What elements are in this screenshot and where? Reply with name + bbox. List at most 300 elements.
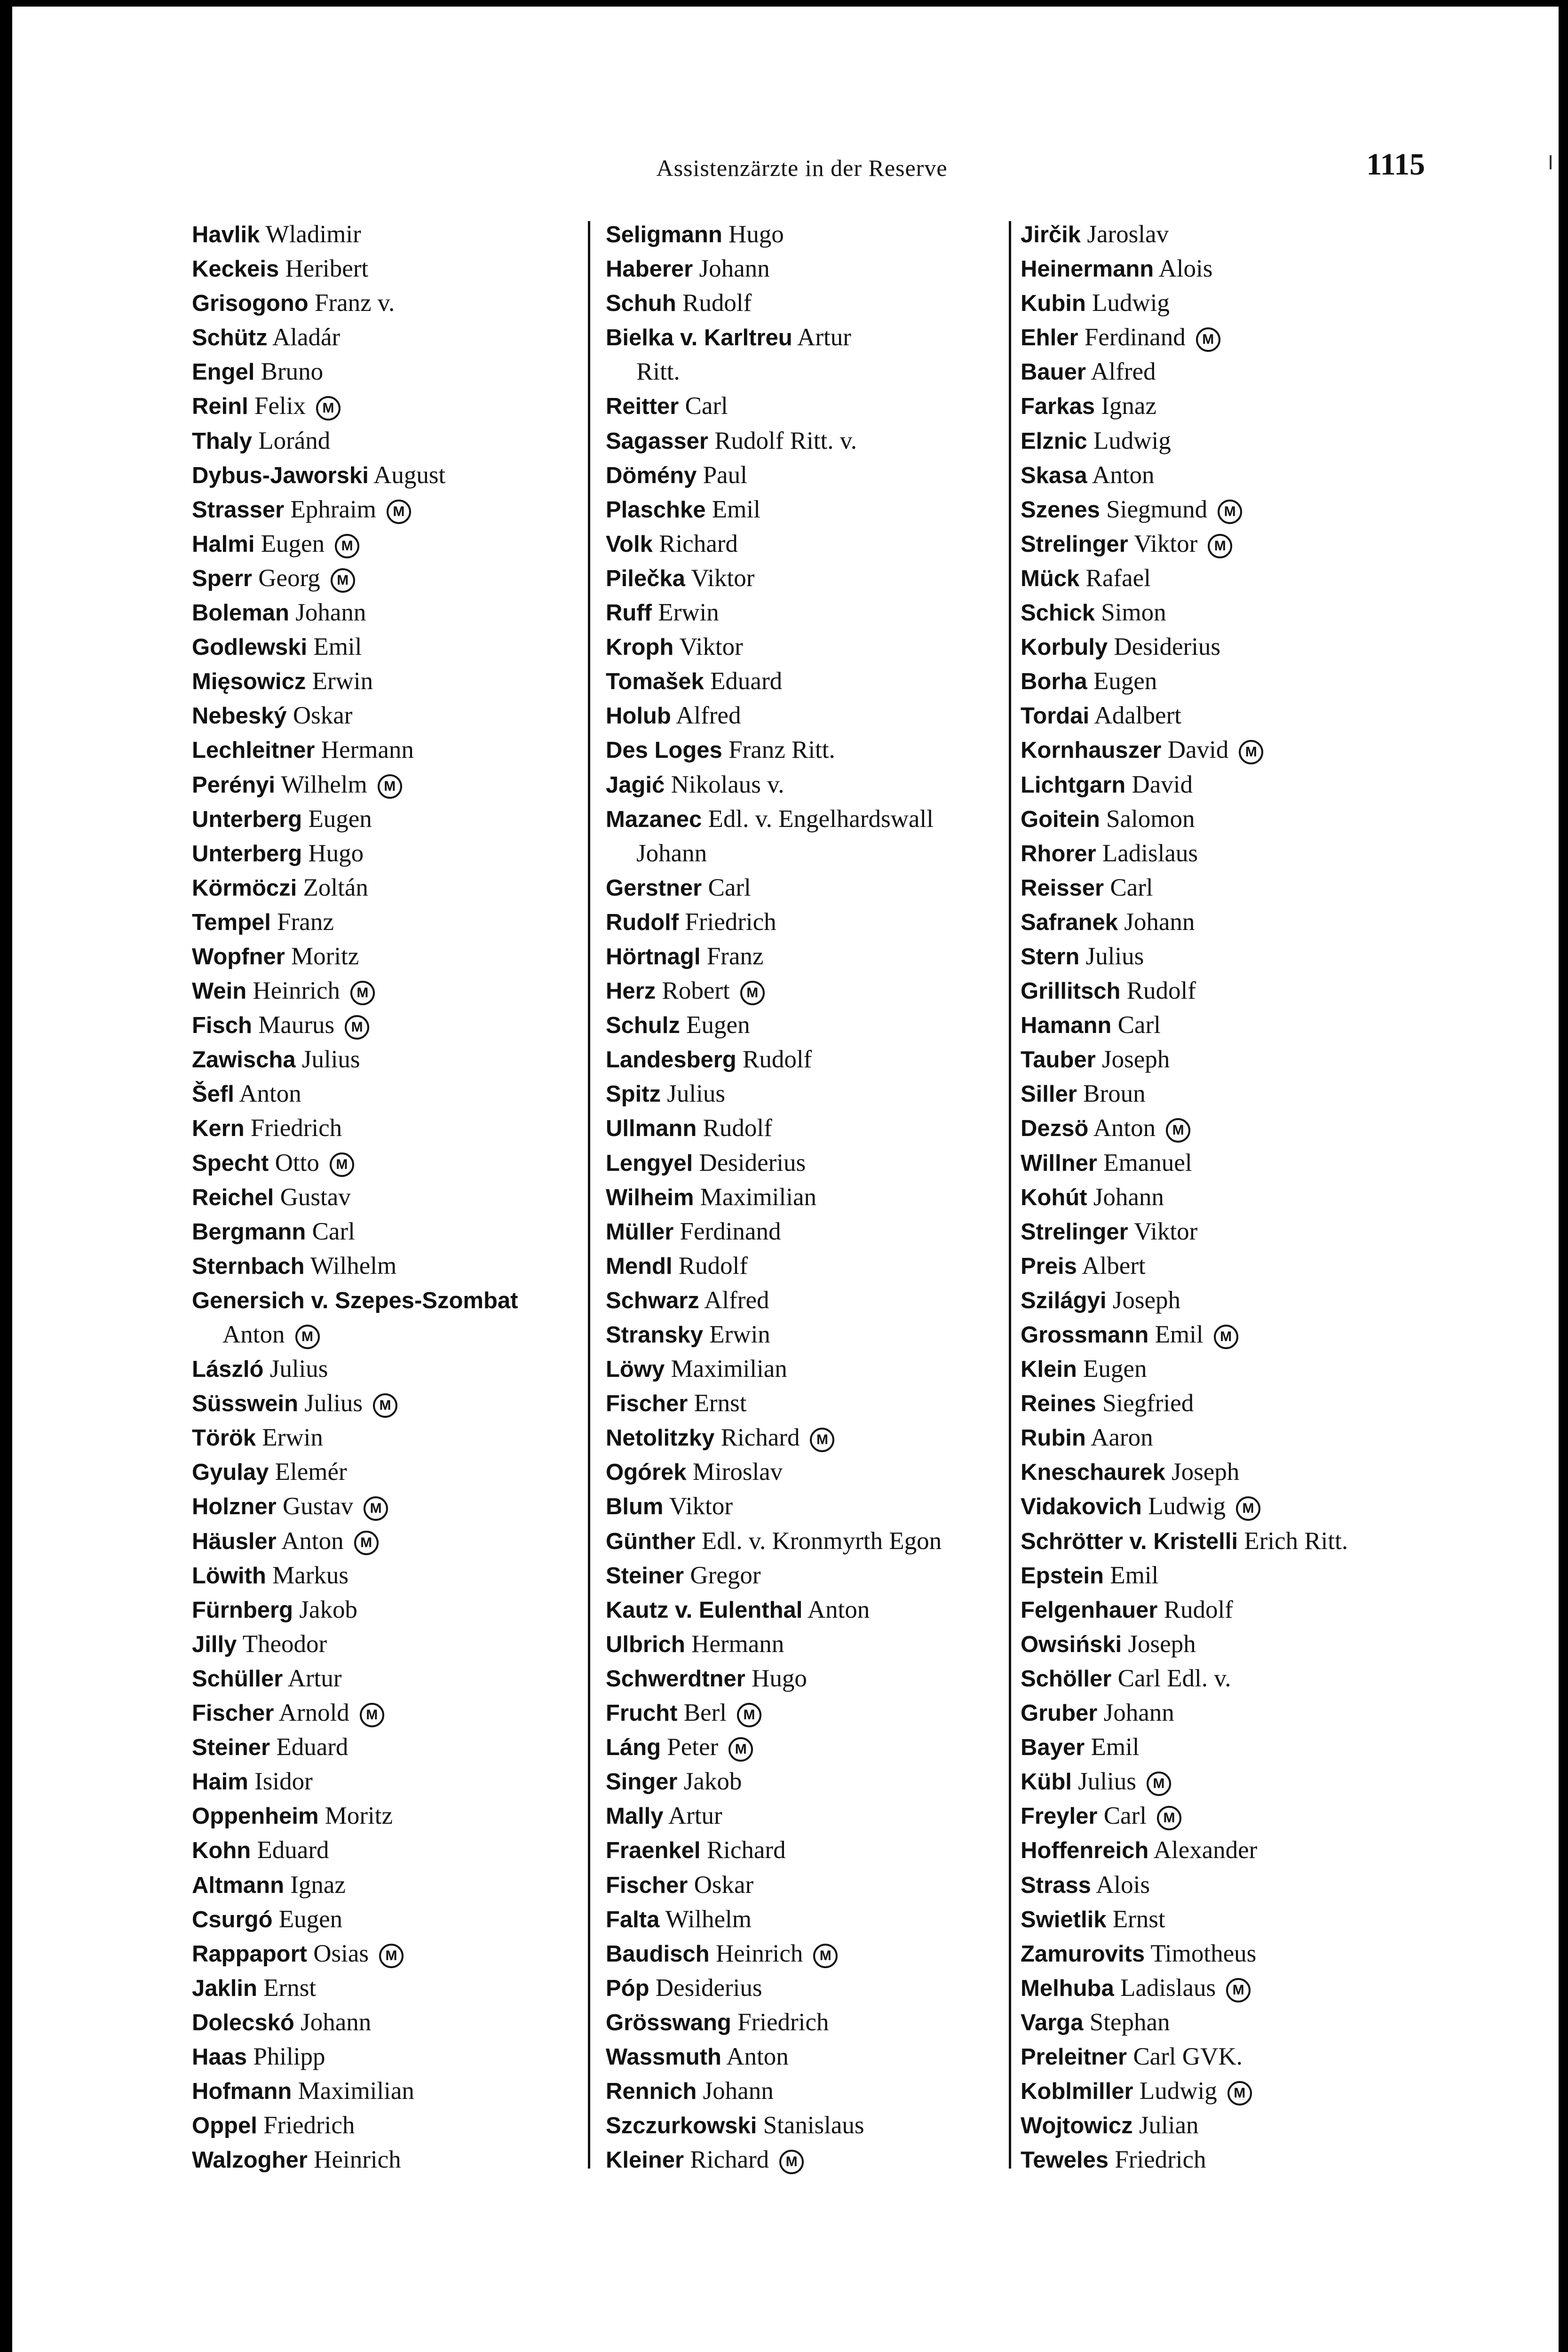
entry-given-name: Gustav [280, 1183, 351, 1211]
entry-surname: Tordai [1021, 703, 1090, 729]
entry-given-name: Desiderius [1114, 633, 1221, 661]
entry-surname: Tempel [192, 909, 271, 935]
name-entry [1021, 2143, 1561, 2177]
entry-surname: Oppenheim [192, 1804, 319, 1829]
entry-given-name: Markus [272, 1561, 349, 1589]
entry-surname: Ehler [1021, 325, 1078, 351]
entry-given-name: Ernst [694, 1390, 747, 1417]
name-entry [1021, 458, 1561, 493]
entry-given-name: Hermann [691, 1630, 784, 1658]
name-entry [606, 905, 1015, 939]
name-entry [192, 836, 578, 871]
name-entry [192, 217, 578, 252]
name-entry [1021, 1593, 1561, 1627]
entry-surname: Epstein [1021, 1563, 1104, 1589]
entry-given-name: Timotheus [1150, 1939, 1257, 1967]
entry-surname: Nebeský [192, 703, 287, 729]
entry-surname: Reinl [192, 394, 248, 420]
name-entry [606, 286, 1015, 320]
entry-given-name: Aaron [1091, 1424, 1153, 1452]
entry-given-name: Anton [726, 2042, 789, 2070]
name-entry [606, 2074, 1015, 2108]
name-entry [192, 974, 578, 1008]
name-entry [606, 802, 1015, 836]
entry-surname: Specht [192, 1150, 269, 1176]
entry-given-name: Desiderius [655, 1974, 762, 2002]
entry-given-name: Rudolf [742, 1046, 812, 1073]
entry-given-name: Broun [1083, 1080, 1146, 1108]
name-entry [1021, 1215, 1561, 1249]
entry-surname: Swietlik [1021, 1907, 1107, 1932]
entry-surname: Wopfner [192, 944, 285, 969]
entry-given-name: Artur [797, 324, 851, 351]
name-entry [606, 1146, 1015, 1180]
entry-surname: Wassmuth [606, 2044, 721, 2070]
entry-given-name: Julius [1078, 1768, 1136, 1796]
entry-given-name: Oskar [293, 702, 353, 730]
name-entry [606, 1937, 1015, 1971]
entry-surname: Boleman [192, 600, 289, 626]
entry-given-name: Moritz [291, 942, 359, 970]
circled-m-icon: M [1147, 1772, 1171, 1796]
entry-given-name: Maurus [258, 1011, 335, 1039]
name-entry [192, 664, 578, 699]
entry-surname: Halmi [192, 531, 255, 557]
name-entry [1021, 1971, 1561, 2005]
name-entry [192, 286, 578, 320]
name-entry [192, 1593, 578, 1627]
entry-surname: Siller [1021, 1081, 1077, 1107]
entry-given-name: Rudolf Ritt. v. [714, 427, 857, 454]
name-entry [192, 252, 578, 286]
entry-given-name: Johann [1103, 1699, 1174, 1727]
name-entry [606, 2005, 1015, 2040]
entry-surname: Bielka v. Karltreu [606, 325, 792, 351]
entry-surname: Fischer [606, 1872, 688, 1898]
entry-surname: Grisogono [192, 291, 309, 317]
entry-given-name: Adalbert [1094, 702, 1181, 730]
name-entry [192, 768, 578, 802]
entry-surname: Reichel [192, 1184, 274, 1210]
name-entry [606, 217, 1015, 252]
entry-surname: Szenes [1021, 497, 1100, 523]
name-entry [606, 252, 1015, 286]
entry-surname: Láng [606, 1735, 661, 1761]
entry-surname: Szilágyi [1021, 1287, 1107, 1313]
page-number: 1115 [1366, 147, 1425, 182]
entry-given-name: Richard [659, 530, 738, 557]
running-header: Assistenzärzte in der Reserve [656, 155, 948, 181]
name-entry [606, 1386, 1015, 1421]
entry-given-name: Isidor [254, 1768, 313, 1796]
entry-given-name: Joseph [1128, 1630, 1196, 1658]
circled-m-icon: M [354, 1531, 379, 1555]
name-entry [192, 905, 578, 939]
entry-given-name: Ferdinand [1084, 324, 1186, 351]
circled-m-icon: M [1196, 327, 1220, 352]
entry-given-name: Ladislaus [1102, 839, 1198, 867]
name-column-3 [1021, 217, 1561, 2177]
name-entry [606, 1180, 1015, 1215]
entry-surname: Rappaport [192, 1941, 307, 1967]
name-entry [192, 1077, 578, 1111]
name-entry [606, 974, 1015, 1008]
circled-m-icon: M [1239, 740, 1263, 764]
name-entry [606, 1455, 1015, 1489]
entry-surname: Fraenkel [606, 1838, 701, 1864]
entry-surname: Spitz [606, 1081, 661, 1107]
entry-given-name: Carl [685, 392, 728, 420]
entry-given-name: Emanuel [1103, 1149, 1192, 1176]
entry-given-name: Edl. v. Kronmyrth Egon [701, 1527, 942, 1555]
name-entry [606, 939, 1015, 974]
entry-given-name: Anton [1093, 1114, 1156, 1142]
entry-surname: Török [192, 1425, 256, 1451]
name-entry [192, 527, 578, 561]
name-entry [192, 2108, 578, 2143]
entry-given-name: Rudolf [678, 1252, 748, 1279]
name-entry [1021, 699, 1561, 733]
name-entry [606, 1283, 1015, 1318]
entry-surname: Kohn [192, 1838, 251, 1864]
entry-surname: Kubin [1021, 291, 1086, 317]
name-entry [606, 1111, 1015, 1145]
entry-surname: Fisch [192, 1013, 252, 1039]
name-entry [606, 1971, 1015, 2005]
circled-m-icon: M [1227, 2081, 1252, 2106]
entry-given-name: Julius [1085, 942, 1144, 970]
name-entry [1021, 905, 1561, 939]
entry-given-name: Heinrich [253, 977, 340, 1005]
entry-surname: Schöller [1021, 1666, 1112, 1692]
name-entry [606, 527, 1015, 561]
entry-given-name: Rudolf [1164, 1596, 1233, 1623]
name-entry [1021, 630, 1561, 664]
entry-surname: Mally [606, 1804, 664, 1829]
name-entry [192, 320, 578, 355]
entry-given-name: Anton [222, 1321, 285, 1348]
name-entry [1021, 1008, 1561, 1042]
entry-surname: Strelinger [1021, 1219, 1128, 1245]
entry-given-name: Maximilian [298, 2077, 414, 2105]
entry-surname: Sperr [192, 565, 253, 591]
circled-m-icon: M [331, 568, 355, 593]
name-entry [192, 2074, 578, 2108]
entry-given-name: Stanislaus [763, 2112, 864, 2139]
name-entry [606, 1902, 1015, 1937]
entry-given-name: Maximilian [671, 1355, 787, 1383]
entry-surname: Stern [1021, 944, 1080, 969]
entry-surname: Rubin [1021, 1425, 1086, 1451]
entry-surname: Kübl [1021, 1769, 1072, 1795]
entry-surname: Bauer [1021, 359, 1086, 385]
entry-surname: Sternbach [192, 1253, 305, 1279]
name-entry [606, 1318, 1015, 1352]
entry-given-name: Johann [301, 2008, 372, 2036]
entry-surname: Grösswang [606, 2010, 731, 2035]
entry-surname: Kleiner [606, 2147, 684, 2173]
entry-surname: Engel [192, 359, 255, 385]
entry-given-name: Erwin [709, 1321, 770, 1348]
name-entry [1021, 1318, 1561, 1352]
name-entry [606, 1764, 1015, 1799]
name-entry [192, 1868, 578, 1902]
circled-m-icon: M [1166, 1118, 1190, 1143]
circled-m-icon: M [810, 1428, 834, 1452]
entry-given-name: Richard [721, 1424, 800, 1452]
name-entry [1021, 424, 1561, 458]
entry-given-name: Artur [668, 1802, 722, 1830]
entry-given-name: Julian [1139, 2112, 1199, 2139]
entry-given-name: Rudolf [1126, 977, 1196, 1005]
entry-surname: Perényi [192, 772, 276, 798]
entry-given-name: Miroslav [692, 1458, 783, 1486]
name-entry [606, 2143, 1015, 2177]
entry-surname: Klein [1021, 1357, 1077, 1383]
entry-surname: Ogórek [606, 1460, 687, 1486]
entry-surname: Rennich [606, 2079, 697, 2105]
entry-surname: Bergmann [192, 1219, 306, 1245]
entry-surname: Hörtnagl [606, 944, 701, 969]
entry-surname: Rhorer [1021, 841, 1096, 866]
entry-surname: Ruff [606, 600, 652, 626]
name-entry [192, 1111, 578, 1145]
entry-surname: Mazanec [606, 806, 702, 832]
entry-given-name: Bruno [261, 358, 324, 386]
name-entry [1021, 974, 1561, 1008]
entry-given-name: Anton [1092, 461, 1155, 489]
name-entry [606, 836, 1015, 871]
circled-m-icon: M [387, 500, 411, 524]
entry-surname: Strelinger [1021, 531, 1128, 557]
name-entry [192, 1902, 578, 1937]
entry-given-name: Eugen [308, 805, 372, 833]
entry-surname: Farkas [1021, 394, 1095, 420]
entry-surname: Mück [1021, 565, 1080, 591]
entry-given-name: Franz [706, 942, 764, 970]
circled-m-icon: M [1218, 500, 1242, 524]
name-entry [192, 1558, 578, 1593]
circled-m-icon: M [813, 1944, 838, 1968]
entry-surname: Lengyel [606, 1150, 693, 1176]
circled-m-icon: M [378, 774, 402, 799]
name-entry [192, 871, 578, 905]
entry-surname: Plaschke [606, 497, 706, 523]
entry-given-name: Gregor [690, 1561, 761, 1589]
entry-given-name: Viktor [1134, 530, 1198, 557]
name-entry [192, 1971, 578, 2005]
entry-given-name: Elemér [275, 1458, 347, 1486]
entry-surname: Grillitsch [1021, 978, 1121, 1004]
scan-border-left [0, 0, 12, 2352]
name-entry [606, 1008, 1015, 1042]
entry-given-name: Ignaz [290, 1871, 346, 1899]
entry-given-name: Joseph [1112, 1286, 1180, 1314]
entry-given-name: Alois [1158, 255, 1213, 283]
entry-surname: Freyler [1021, 1804, 1098, 1829]
entry-surname: Zamurovits [1021, 1941, 1145, 1967]
entry-given-name: Nikolaus v. [671, 771, 784, 798]
name-entry [192, 1696, 578, 1730]
entry-surname: Unterberg [192, 841, 302, 866]
entry-given-name: Rudolf [703, 1114, 772, 1142]
entry-surname: Hofmann [192, 2079, 292, 2105]
entry-surname: Dezsö [1021, 1116, 1089, 1142]
entry-given-name: Friedrich [737, 2008, 829, 2036]
name-entry [606, 1352, 1015, 1386]
entry-given-name: Wilhelm [310, 1252, 397, 1279]
entry-given-name: Carl [1117, 1011, 1161, 1039]
entry-given-name: Ernst [1112, 1905, 1165, 1933]
entry-given-name: Ignaz [1101, 392, 1156, 420]
circled-m-icon: M [1157, 1806, 1181, 1830]
name-entry [192, 1283, 578, 1318]
circled-m-icon: M [316, 396, 341, 421]
entry-given-name: Julius [304, 1390, 363, 1417]
entry-given-name: Johann [699, 255, 770, 283]
circled-m-icon: M [335, 534, 359, 558]
entry-given-name: Eugen [261, 530, 325, 557]
name-entry [606, 1042, 1015, 1077]
entry-surname: László [192, 1357, 264, 1383]
entry-surname: Owsiński [1021, 1631, 1122, 1657]
entry-given-name: Salomon [1106, 805, 1195, 833]
entry-given-name: Hugo [729, 221, 784, 248]
name-entry [192, 1627, 578, 1661]
entry-given-name: Wladimir [265, 221, 361, 248]
entry-surname: Gyulay [192, 1460, 269, 1486]
entry-given-name: Eugen [1083, 1355, 1147, 1383]
name-entry [192, 389, 578, 423]
entry-given-name: Viktor [679, 633, 743, 661]
entry-surname: Havlik [192, 222, 260, 247]
entry-surname: Wojtowicz [1021, 2113, 1133, 2139]
entry-surname: Volk [606, 531, 653, 557]
circled-m-icon: M [295, 1325, 320, 1349]
entry-given-name: Siegfried [1102, 1390, 1194, 1417]
entry-given-name: Carl [708, 874, 751, 901]
entry-given-name: Artur [287, 1664, 342, 1692]
entry-surname: Mendl [606, 1253, 673, 1279]
name-entry [192, 424, 578, 458]
entry-given-name: Jakob [683, 1768, 742, 1796]
entry-surname: Preis [1021, 1253, 1077, 1279]
name-entry [192, 1386, 578, 1421]
entry-surname: Varga [1021, 2010, 1084, 2035]
entry-surname: Elznic [1021, 428, 1087, 454]
name-entry [606, 561, 1015, 596]
entry-surname: Schütz [192, 325, 268, 351]
name-entry [606, 699, 1015, 733]
entry-surname: Günther [606, 1528, 696, 1554]
circled-m-icon: M [740, 981, 765, 1005]
entry-surname: Hoffenreich [1021, 1838, 1149, 1864]
name-entry [192, 1180, 578, 1215]
entry-surname: Zawischa [192, 1047, 296, 1073]
entry-given-name: Alfred [1091, 358, 1156, 386]
entry-given-name: Julius [269, 1355, 328, 1383]
entry-surname: Fischer [192, 1700, 274, 1726]
name-entry [192, 699, 578, 733]
name-entry [1021, 1730, 1561, 1764]
entry-surname: Steiner [606, 1563, 684, 1589]
entry-given-name: Alois [1096, 1871, 1150, 1899]
name-entry [1021, 1902, 1561, 1937]
name-entry [1021, 1764, 1561, 1799]
entry-given-name: Eugen [686, 1011, 750, 1039]
name-entry [192, 1318, 578, 1352]
name-entry [1021, 1627, 1561, 1661]
entry-surname: Holub [606, 703, 671, 729]
name-entry [1021, 527, 1561, 561]
name-entry [1021, 733, 1561, 767]
name-entry [1021, 2108, 1561, 2143]
entry-surname: Müller [606, 1219, 674, 1245]
entry-surname: Vidakovich [1021, 1494, 1142, 1520]
entry-surname: Kroph [606, 635, 674, 660]
entry-given-name: Julius [667, 1080, 725, 1108]
name-entry [606, 1215, 1015, 1249]
entry-given-name: Jakob [299, 1596, 357, 1623]
name-entry [1021, 2005, 1561, 2040]
name-entry [192, 2143, 578, 2177]
name-entry [192, 2040, 578, 2074]
entry-given-name: Hugo [308, 839, 364, 867]
entry-surname: Seligmann [606, 222, 722, 247]
entry-given-name: Edl. v. Engelhardswall [708, 805, 934, 833]
name-entry [606, 1661, 1015, 1696]
entry-given-name: Eduard [257, 1836, 329, 1864]
name-entry [1021, 1146, 1561, 1180]
entry-surname: Wilheim [606, 1184, 694, 1210]
entry-given-name: Oskar [694, 1871, 754, 1899]
entry-surname: Koblmiller [1021, 2079, 1133, 2105]
name-entry [606, 355, 1015, 389]
name-entry [192, 493, 578, 527]
entry-given-name: Aladár [272, 324, 341, 351]
circled-m-icon: M [350, 981, 375, 1005]
name-entry [606, 458, 1015, 493]
entry-given-name: Erwin [658, 599, 719, 627]
entry-surname: Gruber [1021, 1700, 1098, 1726]
name-entry [1021, 389, 1561, 423]
scan-mark [1550, 155, 1552, 169]
column-divider-2 [1009, 221, 1011, 2169]
name-entry [1021, 1696, 1561, 1730]
entry-surname: Hamann [1021, 1013, 1112, 1039]
entry-surname: Schwarz [606, 1287, 699, 1313]
entry-surname: Kneschaurek [1021, 1460, 1165, 1486]
entry-given-name: Ephraim [290, 495, 376, 523]
entry-surname: Schulz [606, 1013, 680, 1039]
circled-m-icon: M [364, 1496, 388, 1521]
name-entry [606, 768, 1015, 802]
name-entry [606, 2108, 1015, 2143]
entry-given-name: Albert [1082, 1252, 1146, 1279]
entry-given-name: Arnold [278, 1699, 349, 1727]
entry-given-name: Johann [636, 839, 707, 867]
entry-given-name: Eugen [278, 1905, 343, 1933]
entry-given-name: Viktor [669, 1493, 733, 1520]
name-entry [606, 424, 1015, 458]
entry-surname: Sagasser [606, 428, 708, 454]
entry-surname: Blum [606, 1494, 664, 1520]
entry-given-name: Zoltán [303, 874, 368, 901]
entry-given-name: Wilhelm [665, 1905, 752, 1933]
name-entry [606, 871, 1015, 905]
name-entry [606, 1524, 1015, 1558]
entry-surname: Holzner [192, 1494, 277, 1520]
